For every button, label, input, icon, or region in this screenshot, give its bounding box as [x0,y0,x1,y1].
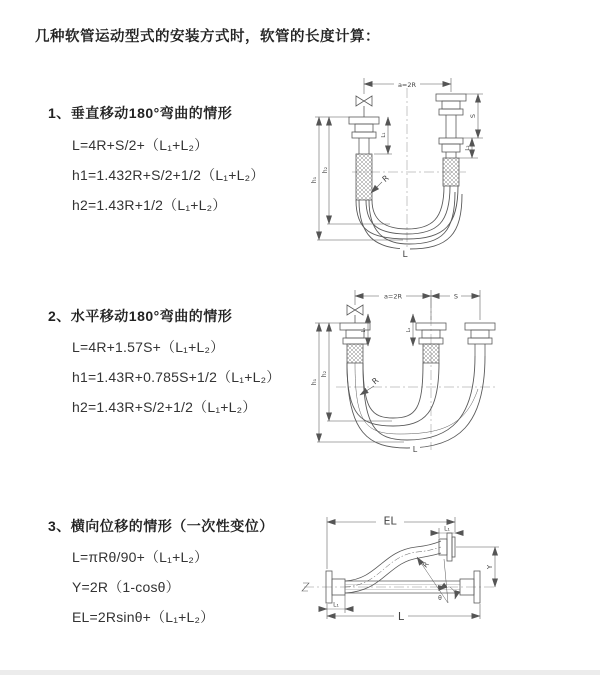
dim-label-l1: L₁ [361,327,367,333]
valve-icon [356,96,372,106]
dim-label-a2r: a=2R [383,292,403,301]
section-1-formula-L: L=4R+S/2+（L₁+L₂） [72,137,209,153]
radius-label: R [370,375,381,387]
scan-edge [0,670,600,675]
dim-label-h1: h₁ [311,378,318,386]
braid-left [356,154,372,200]
section-2-formula-L: L=4R+1.57S+（L₁+L₂） [72,339,225,355]
section-3-formula-Y: Y=2R（1-cosθ） [72,579,180,595]
section-2-heading: 2、水平移动180°弯曲的情形 [48,308,233,324]
dim-label-l1-top: L₁ [444,525,450,533]
braid-middle [423,344,439,363]
dim-label-l2: L₂ [406,327,412,333]
angle-label: θ [438,595,442,602]
length-label: L [412,445,418,454]
centerlines [336,298,496,450]
dim-label-l2: L₂ [465,145,471,151]
dim-label-a2r: a=2R [397,81,417,89]
section-2-formula-h2: h2=1.43R+S/2+1/2（L₁+L₂） [72,399,257,415]
dim-label-h2: h₂ [321,370,328,378]
diagram-horizontal-180-bend [306,284,591,456]
length-label: L [397,610,405,623]
section-1-heading: 1、垂直移动180°弯曲的情形 [48,105,233,121]
dim-label-l1-bottom: L₁ [333,601,339,609]
dim-label-s: S [469,113,477,119]
section-1-formula-h1: h1=1.432R+S/2+1/2（L₁+L₂） [72,167,265,183]
length-label: L [402,250,408,260]
dimensions [315,290,480,454]
hose-drawing [349,94,466,249]
hose-drawing [302,533,480,603]
section-3-formula-EL: EL=2Rsinθ+（L₁+L₂） [72,609,215,625]
diagram-vertical-180-bend [308,72,583,260]
radius-label: R [421,560,431,570]
section-3-heading: 3、横向位移的情形（一次性变位） [48,518,274,534]
dim-label-s: S [453,292,459,301]
diagram-lateral-displacement [298,503,598,655]
page-title: 几种软管运动型式的安装方式时，软管的长度计算： [35,29,380,45]
dim-label-h2: h₂ [322,166,329,174]
dim-label-y: Y [486,564,494,570]
dimensions [319,515,499,621]
section-2-formula-h1: h1=1.43R+0.785S+1/2（L₁+L₂） [72,369,281,385]
section-1-formula-h2: h2=1.43R+1/2（L₁+L₂） [72,197,227,213]
section-3-formula-L: L=πRθ/90+（L₁+L₂） [72,549,209,565]
braid-left [347,344,363,363]
radius-label: R [380,173,391,184]
valve-icon [347,305,363,315]
hose-drawing [340,305,495,448]
dim-label-l1: L₁ [381,132,387,138]
dim-label-h1: h₁ [311,176,318,184]
dim-label-el: EL [383,514,397,528]
braid-right [443,158,459,186]
